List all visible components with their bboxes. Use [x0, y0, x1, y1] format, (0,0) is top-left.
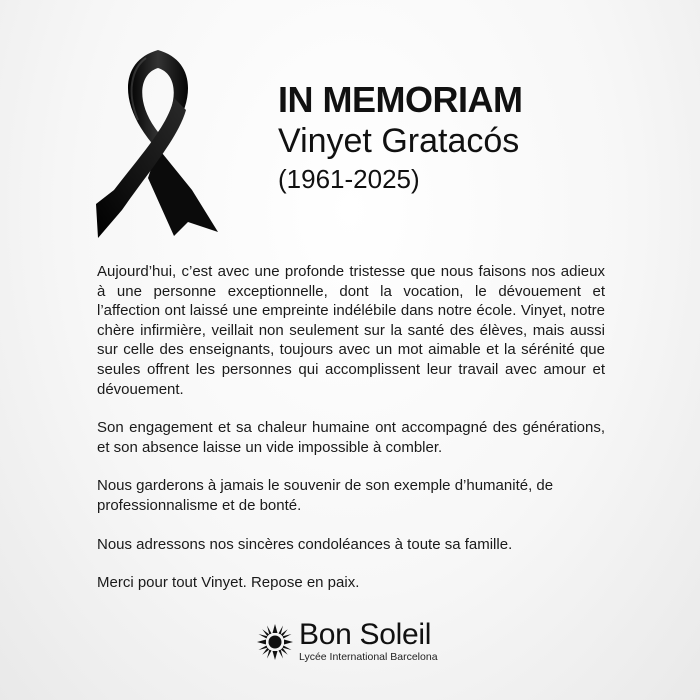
sun-logo-icon — [255, 622, 295, 662]
school-subtitle: Lycée International Barcelona — [299, 651, 438, 663]
paragraph: Son engagement et sa chaleur humaine ont accompagné des générations, et son absence laisse un vide impossible à combler. — [97, 419, 605, 456]
deceased-name: Vinyet Gratacós — [278, 122, 520, 160]
paragraph: Nous adressons nos sincères condoléances à toute sa famille. — [97, 535, 513, 553]
paragraph: Nous garderons à jamais le souvenir de son exemple d’humanité, de professionnalisme et de bonté. — [97, 477, 554, 514]
school-name: Bon Soleil — [299, 618, 432, 651]
black-mourning-ribbon-icon — [88, 40, 228, 240]
life-years: (1961-2025) — [278, 164, 420, 194]
page-title: IN MEMORIAM — [278, 79, 523, 120]
memorial-text — [97, 262, 605, 612]
paragraph: Merci pour tout Vinyet. Repose en paix. — [97, 574, 360, 592]
school-logo — [255, 620, 438, 664]
memoriam-header — [278, 80, 522, 196]
paragraph: Aujourd’hui, c’est avec une profonde tristesse que nous faisons nos adieux à une personne exceptionnelle, dont la vocation, le dévouement et l’affection ont laissé une empreinte indélébile dans notre école. Vinyet, notre chère infirmière, veillait non seulement sur la santé des élèves, mais aussi sur celle des enseignants, toujours avec un mot aimable et la sérénité que seules offrent les personnes qui accomplissent leur travail avec amour et dévouement. — [97, 263, 605, 398]
